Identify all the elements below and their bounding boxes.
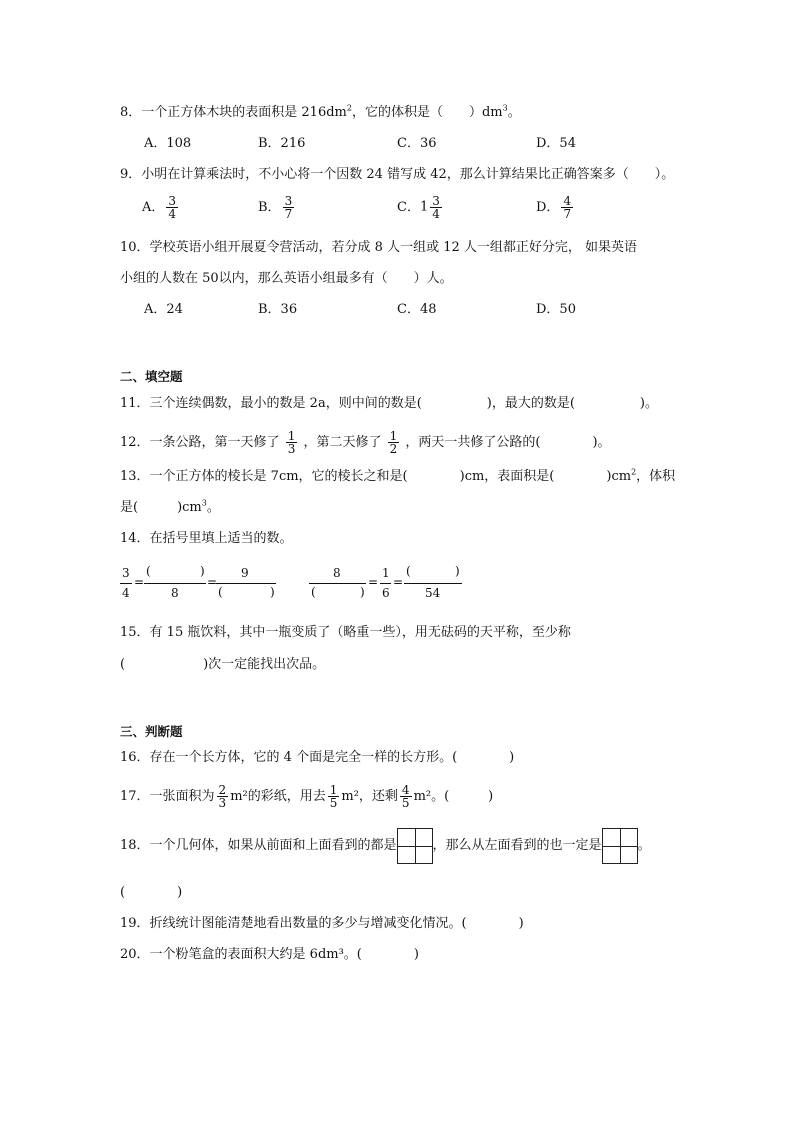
eq1-right-num: 9 [241,566,249,580]
fraction: $\frac{1}{3}$ [287,429,296,456]
answer-blank-open[interactable]: ( [406,564,411,578]
question-10-line-2: 小组的人数在 50以内，那么英语小组最多有（ ）人。 [120,271,453,286]
q10-option-a[interactable]: A．24 [144,302,183,317]
fraction: $\frac{1}{5}$ [329,783,338,810]
question-15-line-1: 15．有 15 瓶饮料，其中一瓶变质了（略重一些），用无砝码的天平称，至少称 [120,625,571,640]
question-20: 20．一个粉笔盒的表面积大约是 6dm³。( ) [120,947,419,962]
q8-option-c[interactable]: C．36 [397,136,437,151]
eq2-left-num: 8 [333,566,341,580]
fraction: $\frac{3}{4}$ [168,194,177,221]
square-grid-icon [397,828,433,864]
question-15-line-2: ( )次一定能找出次品。 [120,657,326,672]
equals-sign: = [393,575,404,589]
question-11: 11．三个连续偶数，最小的数是 2a，则中间的数是( )，最大的数是( )。 [120,396,658,411]
question-9: 9．小明在计算乘法时，不小心将一个因数 24 错写成 42，那么计算结果比正确答案多（ ）。 [120,167,675,182]
fraction: $\frac{2}{3}$ [218,783,227,810]
fraction-bar [144,583,206,584]
fraction: $\frac{3}{4}$ [432,194,440,221]
eq1-left-den: 4 [122,586,130,600]
q9-option-b[interactable]: B． $\frac{3}{7}$ [258,194,293,221]
q9-option-c[interactable]: C．1 $\frac{3}{4}$ [397,194,440,221]
q10-option-b[interactable]: B．36 [258,302,298,317]
square-grid-icon [602,828,638,864]
fraction-bar [404,583,462,584]
equals-sign: = [134,575,145,589]
answer-blank-close[interactable]: ) [200,564,205,578]
eq2-right-den: 54 [425,586,441,600]
answer-blank-open[interactable]: ( [311,585,316,599]
answer-blank-close[interactable]: ) [455,564,460,578]
fraction-bar [309,583,366,584]
question-18: 18．一个几何体，如果从前面和上面看到的都是 ，那么从左面看到的也一定是 。 [120,826,651,866]
question-8: 8．一个正方体木块的表面积是 $216dm^2$，它的体积是（ ）$dm^3$。 [120,103,521,120]
q8-option-b[interactable]: B．216 [258,136,306,151]
question-14: 14．在括号里填上适当的数。 [120,531,293,546]
answer-blank-open[interactable]: ( [146,564,151,578]
fraction: $\frac{1}{2}$ [389,429,398,456]
equals-sign: = [207,575,218,589]
question-17: 17．一张面积为 $\frac{2}{3}$ m²的彩纸，用去 $\frac{1}{5}$ m²，还剩 $\frac{4}{5}$ m²。( ) [120,783,494,810]
question-10-line-1: 10．学校英语小组开展夏令营活动，若分成 8 人一组或 12 人一组都正好分完， 如果英语 [120,240,638,255]
q10-option-c[interactable]: C．48 [397,302,437,317]
fraction-bar [120,583,132,584]
eq2-mid-den: 6 [382,586,390,600]
eq2-mid-num: 1 [382,566,390,580]
q8-option-a[interactable]: A．108 [144,136,192,151]
q9-option-a[interactable]: A． $\frac{3}{4}$ [142,194,177,221]
q8-option-d[interactable]: D．54 [536,136,576,151]
fraction-bar [380,583,391,584]
question-18-answer-blank[interactable]: ( ) [120,885,183,900]
fraction: $\frac{4}{7}$ [563,194,572,221]
answer-blank-open[interactable]: ( [218,585,223,599]
question-16: 16．存在一个长方体，它的 4 个面是完全一样的长方形。( ) [120,750,515,765]
question-12: 12．一条公路，第一天修了 $\frac{1}{3}$ ，第二天修了 $\frac{1}{2}$ ，两天一共修了公路的( )。 [120,429,611,456]
question-19: 19．折线统计图能清楚地看出数量的多少与增减变化情况。( ) [120,916,524,931]
answer-blank-close[interactable]: ) [270,585,275,599]
question-13-line-1: 13．一个正方体的棱长是 7cm，它的棱长之和是( )cm，表面积是( )$cm^2$，体积 [120,467,676,484]
q10-option-d[interactable]: D．50 [536,302,576,317]
question-13-line-2: 是( )$cm^3$。 [120,498,220,515]
fraction: $\frac{3}{7}$ [284,194,293,221]
fraction-bar [216,583,276,584]
equals-sign: = [368,575,379,589]
eq1-left-num: 3 [122,566,130,580]
eq1-mid-den: 8 [171,586,179,600]
q9-option-d[interactable]: D． $\frac{4}{7}$ [536,194,572,221]
section-heading-fill-in: 二、填空题 [120,369,183,384]
fraction: $\frac{4}{5}$ [401,783,410,810]
answer-blank-close[interactable]: ) [360,585,365,599]
section-heading-true-false: 三、判断题 [120,724,183,739]
